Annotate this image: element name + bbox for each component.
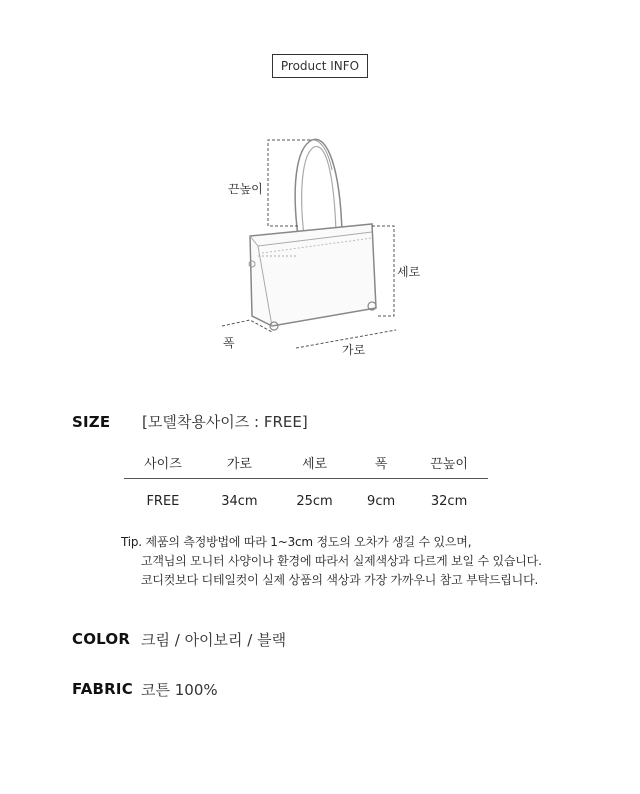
fabric-label: FABRIC [72, 680, 133, 698]
size-table-cell: FREE [146, 493, 180, 509]
tip-line: 코디컷보다 디테일컷이 실제 상품의 색상과 가장 가까우니 참고 부탁드립니다. [141, 573, 539, 587]
product-info-title: Product INFO [272, 54, 368, 78]
fabric-value: 코튼 100% [141, 681, 218, 699]
size-table-header: 가로 [202, 446, 277, 479]
measurement-tip [121, 533, 542, 590]
size-table-cell: 34cm [221, 493, 258, 509]
size-table-header-row [124, 446, 488, 479]
height-label: 세로 [397, 265, 421, 279]
strap-height-label: 끈높이 [228, 182, 263, 196]
size-table [124, 446, 488, 523]
size-table-header: 세로 [277, 446, 352, 479]
color-label: COLOR [72, 630, 131, 648]
table-row [124, 479, 488, 524]
tip-line: 고객님의 모니터 사양이나 환경에 따라서 실제색상과 다르게 보일 수 있습니다. [141, 554, 542, 568]
tip-line: Tip. 제품의 측정방법에 따라 1~3cm 정도의 오차가 생길 수 있으며, [121, 535, 472, 549]
size-table-header: 끈높이 [410, 446, 488, 479]
size-table-header: 폭 [352, 446, 410, 479]
depth-label: 폭 [223, 336, 235, 350]
model-size-text: [모델착용사이즈 : FREE] [142, 413, 308, 431]
strap-height-line [268, 140, 310, 226]
bag-measurement-diagram [200, 120, 440, 360]
color-value: 크림 / 아이보리 / 블랙 [141, 631, 287, 649]
size-table-cell: 9cm [367, 493, 396, 509]
size-table-cell: 32cm [430, 493, 468, 509]
size-table-cell: 25cm [296, 493, 333, 509]
size-table-header: 사이즈 [124, 446, 202, 479]
size-label: SIZE [72, 413, 111, 431]
width-label: 가로 [342, 343, 366, 357]
